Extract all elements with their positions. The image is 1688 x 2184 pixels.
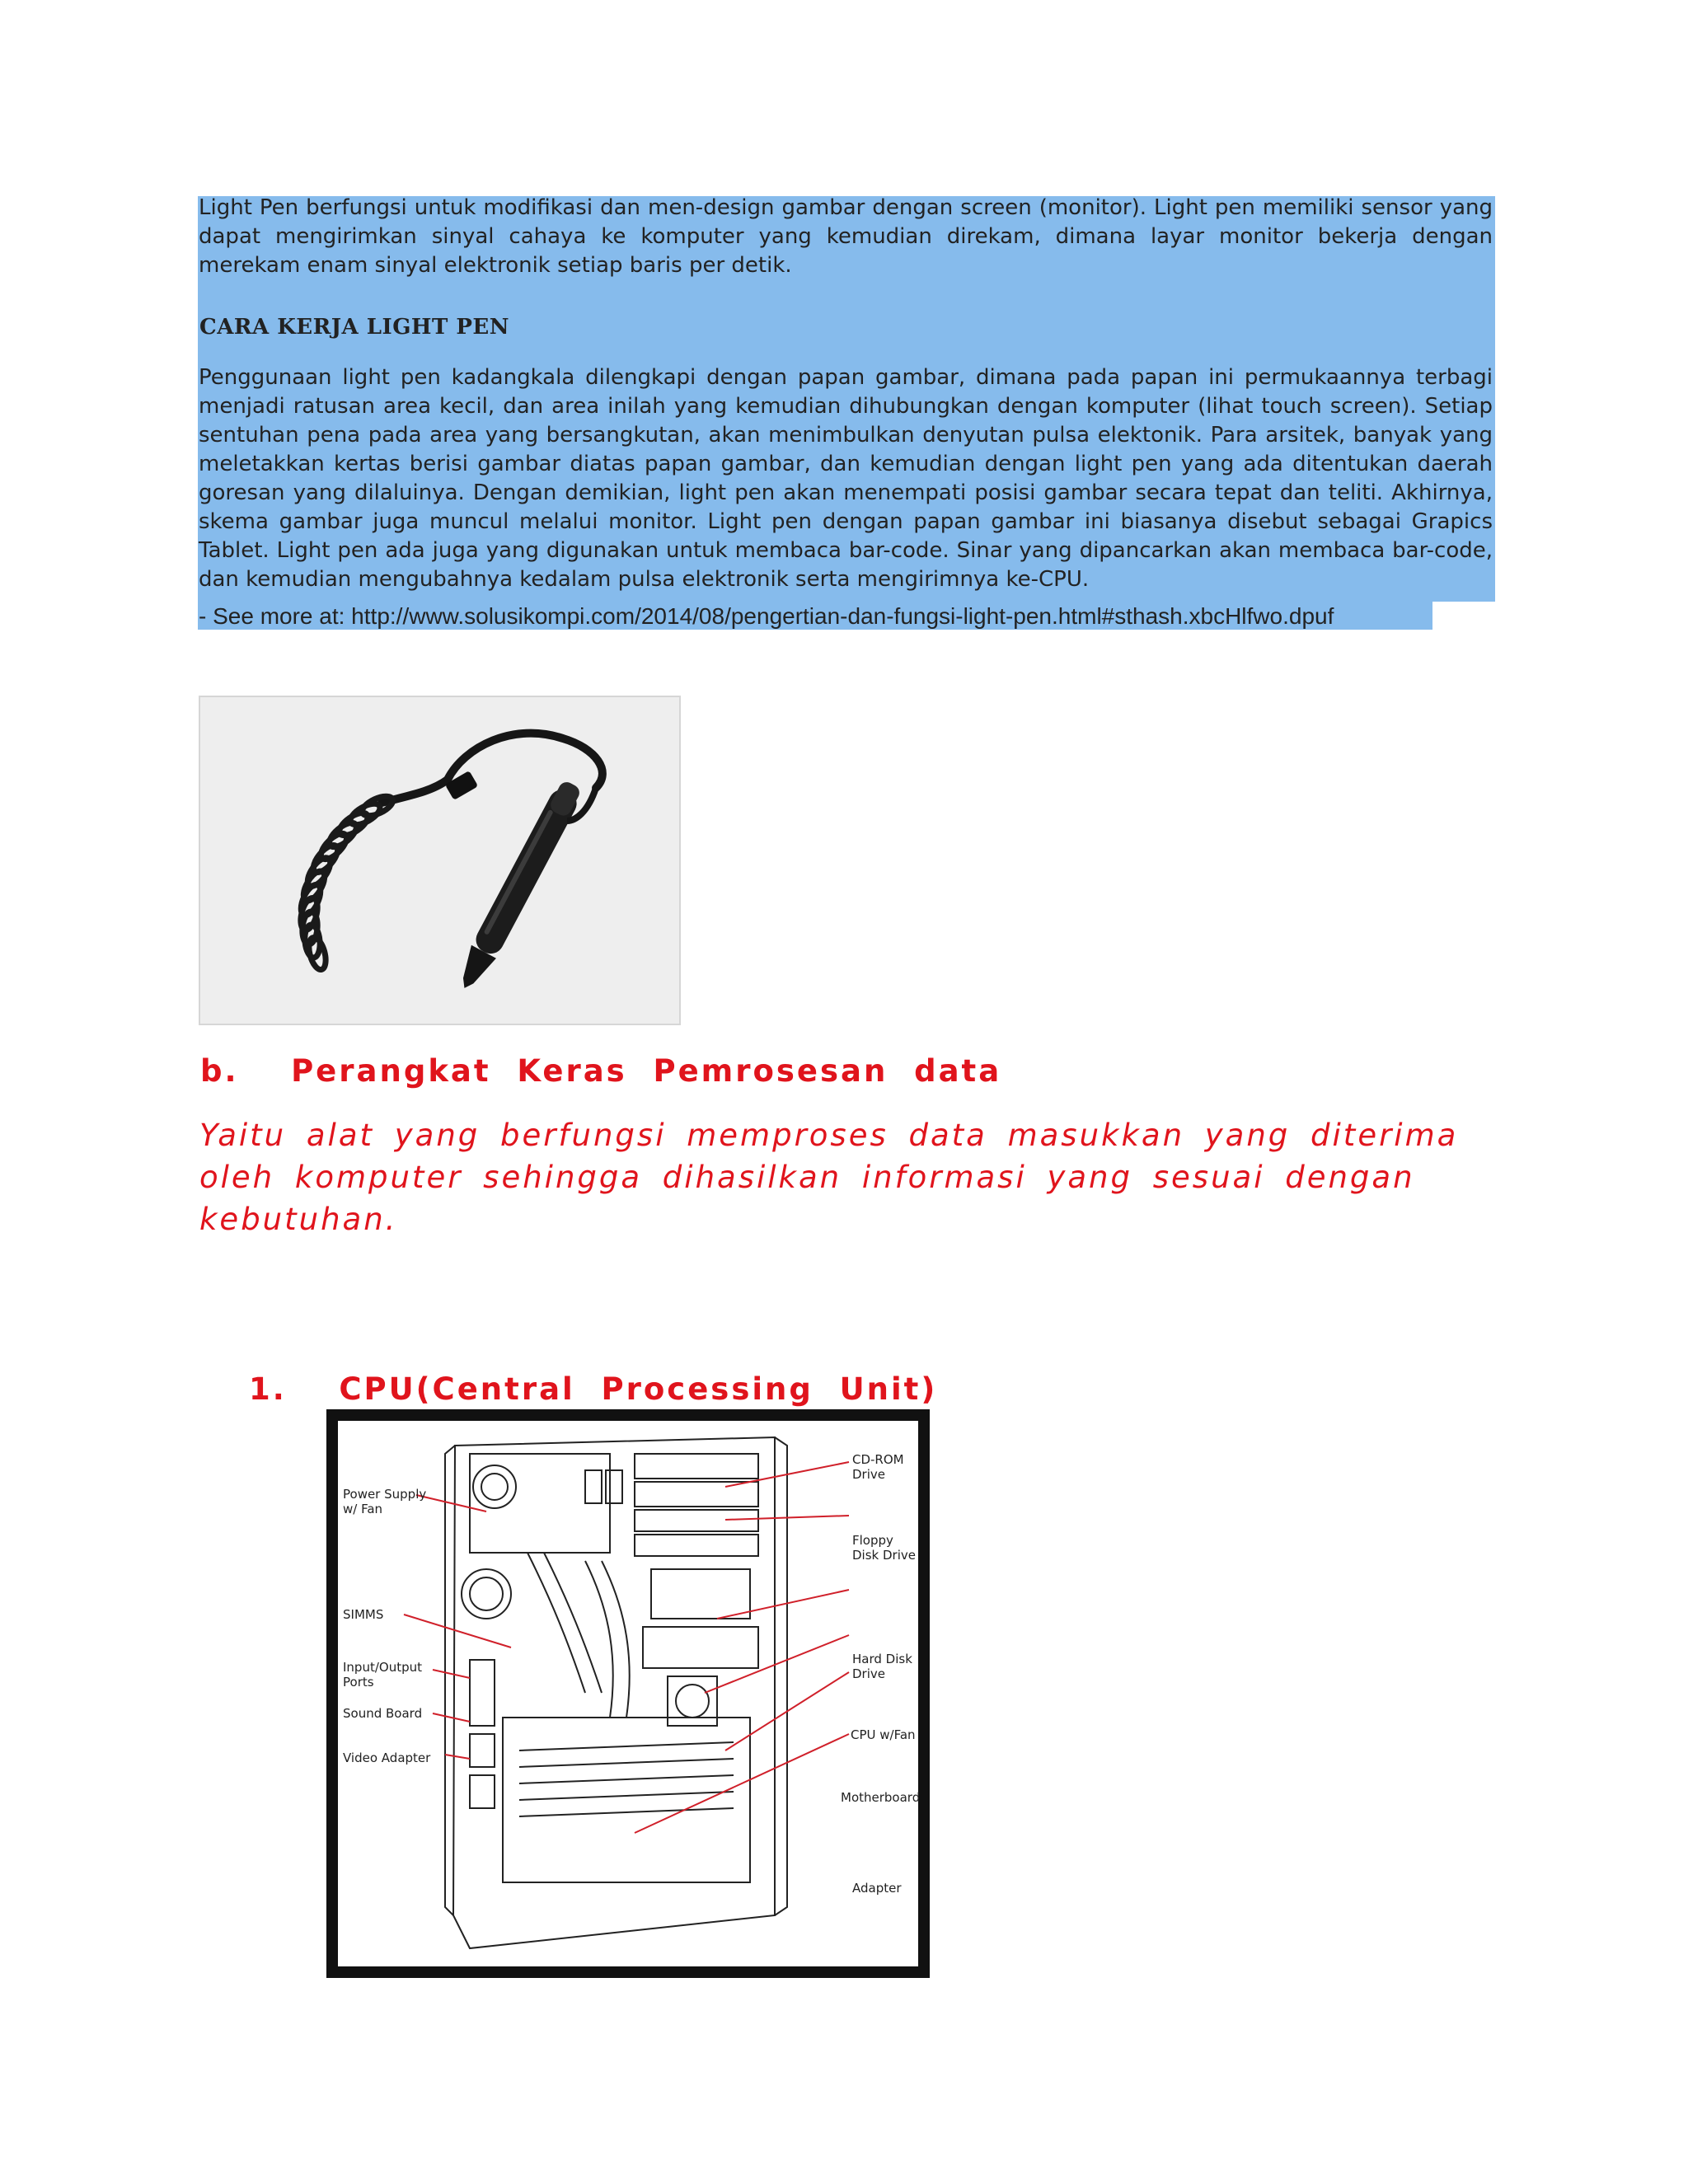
label-cpu-fan: CPU w/Fan (851, 1727, 916, 1742)
see-more-link[interactable]: - See more at: http://www.solusikompi.com/2014/08/pengertian-dan-fungsi-light-pen.html#sthash.xbcHlfwo.dpuf (199, 603, 1334, 629)
cara-kerja-heading: CARA KERJA LIGHT PEN (199, 315, 509, 340)
label-adapter: Adapter (852, 1881, 902, 1896)
light-pen-paragraph-2: Penggunaan light pen kadangkala dilengkapi dengan papan gambar, dimana pada papan ini permukaannya terbagi menjadi ratusan area kecil, dan area inilah yang kemudian dihubungkan dengan komputer (lihat touch screen). Setiap sentuhan pena pada area yang bersangkutan, akan menimbulkan denyutan pulsa elektonik. Para arsitek, banyak yang meletakkan kertas berisi gambar diatas papan gambar, dan kemudian dengan light pen yang ada ditentukan daerah goresan yang dilaluinya. Dengan demikian, light pen akan menempati posisi gambar secara tepat dan teliti. Akhirnya, skema gambar juga muncul melalui monitor. Light pen dengan papan gambar ini biasanya disebut sebagai Grapics Tablet. Light pen ada juga yang digunakan untuk membaca bar-code. Sinar yang dipancarkan akan membaca bar-code, dan kemudian mengubahnya kedalam pulsa elektronik serta mengirimnya ke-CPU. (199, 365, 1493, 592)
label-sound-board: Sound Board (343, 1706, 423, 1721)
cpu-diagram-canvas (338, 1421, 921, 1966)
light-pen-paragraph-1: Light Pen berfungsi untuk modifikasi dan men-design gambar dengan screen (monitor). Light pen memiliki sensor yang dapat mengirimkan sinyal cahaya ke komputer yang kemudian direkam, dimana layar monitor bekerja dengan merekam enam sinyal elektronik setiap baris per detik. (199, 195, 1493, 278)
label-hard-disk: Hard Disk Drive (852, 1652, 912, 1681)
light-pen-photo (199, 696, 681, 1025)
cpu-heading: 1. CPU(Central Processing Unit) (249, 1371, 938, 1407)
label-power-supply: Power Supply w/ Fan (343, 1487, 427, 1516)
label-cdrom: CD-ROM Drive (852, 1452, 904, 1482)
section-b-intro: Yaitu alat yang berfungsi memproses data masukkan yang diterima oleh komputer sehingga dihasilkan informasi yang sesuai dengan kebutuhan. (199, 1118, 1459, 1237)
label-video-adapter: Video Adapter (343, 1750, 431, 1765)
section-b-heading: b. Perangkat Keras Pemrosesan data (200, 1053, 1002, 1089)
light-pen-illustration (200, 697, 679, 1024)
label-io-ports: Input/Output Ports (343, 1660, 422, 1690)
label-floppy: Floppy Disk Drive (852, 1533, 916, 1563)
cpu-diagram (326, 1409, 930, 1978)
label-simms: SIMMS (343, 1607, 384, 1622)
label-motherboard: Motherboard (841, 1790, 921, 1805)
